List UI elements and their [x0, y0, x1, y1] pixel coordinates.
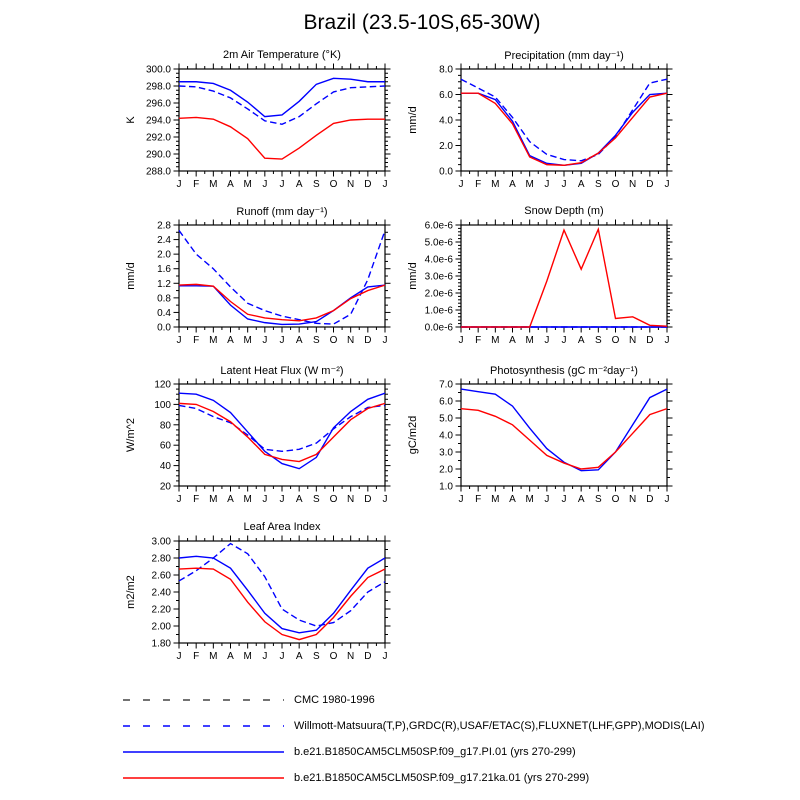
series-21ka: [179, 284, 385, 320]
x-tick-label: N: [629, 494, 637, 505]
x-tick-label: J: [664, 179, 670, 190]
snow-depth-chart: [399, 205, 699, 350]
y-tick-label: 3.0e-6: [424, 271, 453, 283]
x-tick-label: O: [329, 651, 338, 662]
x-tick-label: A: [577, 179, 585, 190]
x-tick-label: O: [611, 335, 620, 346]
series-21ka: [461, 409, 667, 469]
x-tick-label: J: [561, 179, 567, 190]
series-pi: [179, 556, 385, 633]
series-pi: [179, 285, 385, 324]
y-tick-label: 288.0: [145, 166, 171, 178]
photosynthesis-chart: [399, 364, 699, 509]
x-tick-label: A: [509, 179, 516, 190]
y-tick-label: 5.0e-6: [424, 237, 453, 249]
x-tick-label: J: [382, 651, 388, 662]
x-tick-label: J: [279, 179, 285, 190]
legend-item-pi-run: [122, 739, 705, 765]
x-tick-label: N: [347, 179, 355, 190]
x-tick-label: F: [475, 179, 482, 190]
y-tick-label: 2.60: [151, 570, 171, 582]
y-tick-label: 4.0e-6: [424, 254, 453, 266]
y-axis-label: m2/m2: [125, 575, 137, 609]
x-tick-label: A: [227, 335, 234, 346]
x-tick-label: J: [382, 335, 388, 346]
legend-label: b.e21.B1850CAM5CLM50SP.f09_g17.21ka.01 (yrs 270-299): [294, 772, 590, 784]
x-tick-label: J: [176, 335, 182, 346]
x-tick-label: J: [561, 335, 567, 346]
y-tick-label: 40: [159, 461, 171, 473]
y-tick-label: 120: [154, 379, 171, 391]
x-tick-label: D: [646, 335, 654, 346]
y-tick-label: 292.0: [145, 132, 171, 144]
x-tick-label: D: [364, 335, 372, 346]
x-tick-label: F: [475, 494, 482, 505]
x-tick-label: J: [458, 494, 464, 505]
x-tick-label: J: [458, 335, 464, 346]
x-tick-label: M: [243, 494, 252, 505]
x-tick-label: J: [544, 494, 550, 505]
series-pi: [179, 78, 385, 116]
x-tick-label: D: [364, 179, 372, 190]
x-tick-label: F: [193, 179, 200, 190]
x-tick-label: N: [629, 335, 637, 346]
y-axis-label: gC/m2d: [407, 415, 419, 455]
x-tick-label: M: [209, 179, 218, 190]
legend-label: b.e21.B1850CAM5CLM50SP.f09_g17.PI.01 (yrs 270-299): [294, 746, 576, 758]
x-tick-label: M: [243, 335, 252, 346]
y-tick-label: 2.40: [151, 587, 171, 599]
panel-title: Precipitation (mm day⁻¹): [504, 50, 624, 62]
leaf-area-index-chart: [117, 521, 417, 666]
y-tick-label: 4.0: [439, 115, 453, 127]
legend: [122, 687, 705, 791]
precipitation-chart: [399, 49, 699, 194]
x-tick-label: S: [594, 335, 602, 346]
x-tick-label: A: [295, 179, 303, 190]
x-tick-label: M: [243, 651, 252, 662]
x-tick-label: D: [364, 494, 372, 505]
series-obs: [179, 405, 385, 451]
x-tick-label: N: [347, 335, 355, 346]
y-tick-label: 2.0: [157, 249, 171, 261]
solid-blue-line-sample: [122, 747, 285, 757]
y-tick-label: 2.0: [439, 141, 453, 152]
y-tick-label: 2.0: [439, 464, 453, 476]
x-tick-label: J: [176, 651, 182, 662]
panel-title: Latent Heat Flux (W m⁻²): [220, 365, 344, 377]
y-tick-label: 7.0: [439, 379, 453, 391]
x-tick-label: D: [646, 494, 654, 505]
y-tick-label: 2.20: [151, 604, 171, 616]
x-tick-label: M: [491, 335, 500, 346]
y-tick-label: 1.0: [439, 481, 453, 493]
y-tick-label: 300.0: [145, 64, 171, 76]
x-tick-label: M: [209, 494, 218, 505]
x-tick-label: S: [312, 494, 320, 505]
x-tick-label: J: [279, 335, 285, 346]
dashed-blue-line-sample: [122, 721, 285, 731]
y-tick-label: 0.0: [157, 322, 171, 334]
x-tick-label: M: [491, 179, 500, 190]
x-tick-label: S: [594, 494, 602, 505]
panel-title: Runoff (mm day⁻¹): [236, 206, 328, 218]
y-tick-label: 2.0e-6: [424, 288, 453, 300]
x-tick-label: J: [544, 179, 550, 190]
x-tick-label: A: [227, 179, 234, 190]
x-tick-label: O: [611, 179, 620, 190]
x-tick-label: J: [279, 494, 285, 505]
x-tick-label: A: [295, 494, 303, 505]
x-tick-label: D: [646, 179, 654, 190]
x-tick-label: J: [176, 494, 182, 505]
x-tick-label: F: [193, 494, 200, 505]
x-tick-label: F: [193, 651, 200, 662]
panel-latent-heat-flux: [117, 364, 417, 509]
solid-red-line-sample: [122, 773, 285, 783]
series-21ka: [179, 403, 385, 461]
y-tick-label: 60: [159, 440, 171, 452]
y-tick-label: 294.0: [145, 115, 171, 127]
y-tick-label: 20: [159, 481, 171, 493]
y-tick-label: 2.00: [151, 621, 171, 633]
x-tick-label: A: [577, 335, 585, 346]
panel-runoff: [117, 205, 417, 350]
x-tick-label: M: [525, 494, 534, 505]
x-tick-label: J: [262, 179, 268, 190]
y-axis-label: mm/d: [407, 106, 419, 134]
panel-title: 2m Air Temperature (°K): [223, 49, 341, 61]
y-axis-label: mm/d: [125, 262, 137, 290]
y-tick-label: 290.0: [145, 149, 171, 161]
panel-precipitation: [399, 49, 699, 194]
panel-title: Leaf Area Index: [243, 521, 321, 533]
y-tick-label: 296.0: [145, 98, 171, 110]
x-tick-label: N: [347, 651, 355, 662]
x-tick-label: J: [664, 335, 670, 346]
x-tick-label: J: [382, 494, 388, 505]
x-tick-label: N: [347, 494, 355, 505]
y-tick-label: 0.8: [157, 293, 171, 305]
y-axis-label: W/m^2: [125, 418, 137, 452]
y-tick-label: 3.00: [151, 536, 171, 548]
y-tick-label: 6.0: [439, 396, 453, 408]
x-tick-label: S: [594, 179, 602, 190]
x-tick-label: J: [262, 651, 268, 662]
series-obs: [179, 230, 385, 324]
x-tick-label: O: [329, 179, 338, 190]
x-tick-label: D: [364, 651, 372, 662]
y-tick-label: 2.8: [157, 220, 171, 232]
x-tick-label: A: [227, 494, 234, 505]
x-tick-label: M: [209, 651, 218, 662]
x-tick-label: J: [262, 335, 268, 346]
y-axis-label: mm/d: [407, 262, 419, 290]
y-tick-label: 6.0: [439, 90, 453, 101]
x-tick-label: A: [509, 494, 516, 505]
x-tick-label: A: [577, 494, 585, 505]
x-tick-label: M: [209, 335, 218, 346]
panel-2m-air-temperature: [117, 49, 417, 194]
x-tick-label: M: [243, 179, 252, 190]
y-tick-label: 1.6: [157, 264, 171, 276]
y-tick-label: 100: [154, 399, 171, 411]
x-tick-label: S: [312, 179, 320, 190]
y-tick-label: 1.80: [151, 638, 171, 650]
x-tick-label: F: [475, 335, 482, 346]
x-tick-label: O: [329, 494, 338, 505]
y-tick-label: 0.0: [439, 166, 453, 178]
dashed-black-line-sample: [122, 695, 285, 705]
y-tick-label: 3.0: [439, 447, 453, 459]
runoff-chart: [117, 205, 417, 350]
y-tick-label: 6.0e-6: [424, 220, 453, 232]
series-pi: [179, 393, 385, 468]
x-tick-label: O: [329, 335, 338, 346]
x-tick-label: M: [491, 494, 500, 505]
x-tick-label: S: [312, 651, 320, 662]
x-tick-label: S: [312, 335, 320, 346]
x-tick-label: A: [227, 651, 234, 662]
x-tick-label: J: [664, 494, 670, 505]
legend-item-21ka-run: [122, 765, 705, 791]
x-tick-label: J: [279, 651, 285, 662]
panel-title: Photosynthesis (gC m⁻²day⁻¹): [490, 365, 638, 377]
panel-leaf-area-index: [117, 521, 417, 666]
x-tick-label: M: [525, 179, 534, 190]
x-tick-label: A: [295, 651, 303, 662]
y-tick-label: 1.2: [157, 278, 171, 290]
x-tick-label: J: [561, 494, 567, 505]
y-tick-label: 4.0: [439, 430, 453, 442]
air-temperature-chart: [117, 49, 417, 194]
panel-snow-depth: [399, 205, 699, 350]
y-tick-label: 8.0: [439, 64, 453, 76]
x-tick-label: N: [629, 179, 637, 190]
legend-label: CMC 1980-1996: [294, 694, 375, 706]
legend-label: Willmott-Matsuura(T,P),GRDC(R),USAF/ETAC(S),FLUXNET(LHF,GPP),MODIS(LAI): [294, 720, 705, 732]
x-tick-label: F: [193, 335, 200, 346]
y-tick-label: 2.4: [157, 235, 171, 247]
x-tick-label: A: [295, 335, 303, 346]
x-tick-label: O: [611, 494, 620, 505]
x-tick-label: J: [262, 494, 268, 505]
y-tick-label: 0.4: [157, 307, 171, 319]
latent-heat-flux-chart: [117, 364, 417, 509]
y-axis-label: K: [125, 116, 137, 124]
x-tick-label: A: [509, 335, 516, 346]
y-tick-label: 80: [159, 420, 171, 432]
x-tick-label: J: [382, 179, 388, 190]
series-21ka: [461, 229, 667, 327]
y-tick-label: 0.0e-6: [424, 322, 453, 334]
y-tick-label: 298.0: [145, 81, 171, 93]
y-tick-label: 1.0e-6: [424, 305, 453, 317]
panel-photosynthesis: [399, 364, 699, 509]
y-tick-label: 2.80: [151, 553, 171, 565]
x-tick-label: J: [176, 179, 182, 190]
series-obs: [461, 79, 667, 161]
legend-item-observations: [122, 713, 705, 739]
y-tick-label: 5.0: [439, 413, 453, 425]
legend-item-cmc: [122, 687, 705, 713]
x-tick-label: M: [525, 335, 534, 346]
x-tick-label: J: [544, 335, 550, 346]
figure-title: Brazil (23.5-10S,65-30W): [303, 11, 541, 34]
panel-title: Snow Depth (m): [524, 205, 604, 217]
x-tick-label: J: [458, 179, 464, 190]
